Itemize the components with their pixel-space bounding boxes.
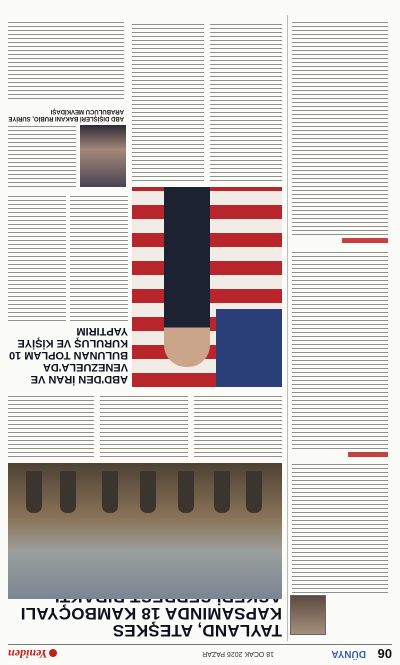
box-story-photo — [80, 125, 126, 187]
box-text-block — [8, 19, 124, 99]
side-text-block — [292, 249, 388, 449]
side-text-block — [292, 463, 388, 593]
lead-headline: TAYLAND, ATEŞKES KAPSAMINDA 18 KAMBOÇYALI — [20, 604, 282, 640]
second-headline: ABD'DEN İRAN VE VENEZUELA'DA BULUNAN TOPLAM 10 KURULUŞ VE KİŞİYE YAPTIRIM — [9, 325, 128, 385]
side-subhead — [342, 238, 388, 243]
second-text-block — [70, 193, 128, 321]
lead-text-block — [194, 393, 282, 457]
lead-text-block — [8, 393, 94, 457]
masthead-logo — [8, 646, 57, 661]
page-number: 06 — [377, 646, 392, 661]
side-column — [287, 15, 392, 641]
box-text-block — [8, 125, 76, 187]
second-text-block — [8, 193, 66, 321]
page-header — [8, 644, 392, 661]
lead-photo — [8, 463, 282, 599]
second-text-block — [210, 21, 282, 181]
box-headline: ABD DIŞİŞLERİ BAKANI RUBİO, SURİYE ARABULUCU MEVKİDAŞI — [8, 108, 124, 121]
lead-text-block — [100, 393, 188, 457]
logo-mark-icon — [49, 649, 57, 657]
flag-photo — [132, 187, 282, 387]
side-text-block — [292, 21, 388, 235]
section-title: DÜNYA — [331, 648, 366, 659]
issue-date: 18 OCAK 2026 PAZAR — [202, 650, 274, 657]
second-text-block — [132, 21, 204, 181]
side-subhead — [348, 452, 388, 457]
logo-text: Yeniden — [8, 647, 48, 661]
columnist-photo — [290, 595, 326, 635]
